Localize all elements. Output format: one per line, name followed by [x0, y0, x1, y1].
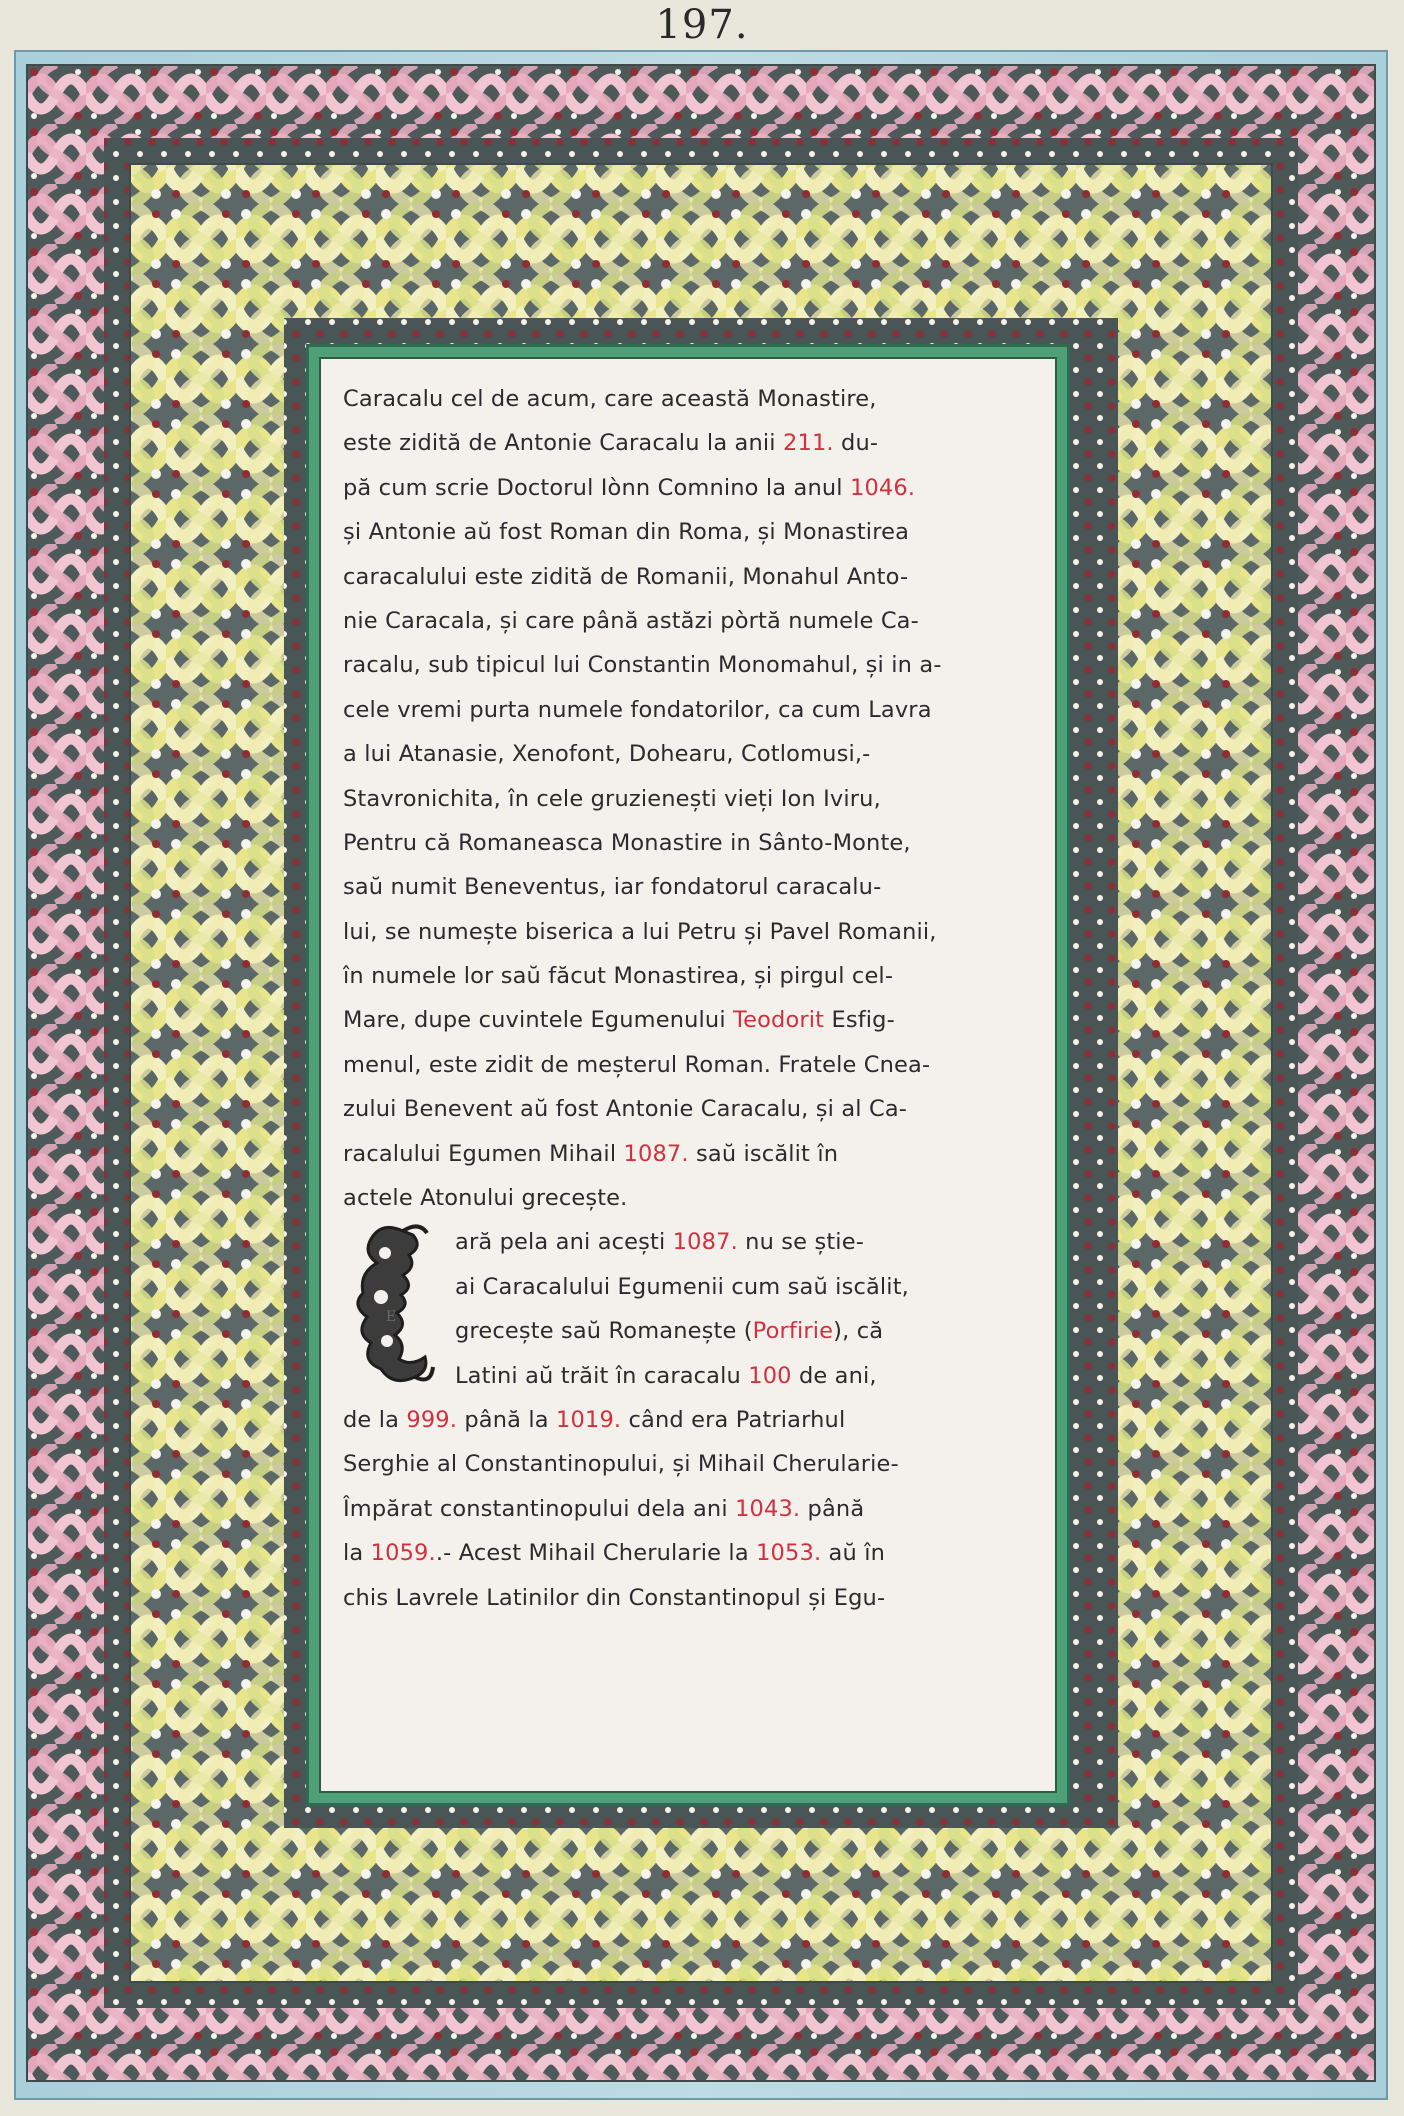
red-highlight-text: 1053.: [756, 1540, 822, 1567]
line-segment: de ani,: [791, 1362, 877, 1389]
red-highlight-text: Teodorit: [733, 1007, 825, 1034]
line-segment: Caracalu cel de acum, care această Monastire,: [343, 386, 877, 412]
line-segment: racalu, sub tipicul lui Constantin Monomahul, și in a-: [343, 652, 942, 679]
line-segment: grecește saŭ Romanește (: [455, 1318, 753, 1345]
ornate-initial-E: [341, 1217, 441, 1395]
text-line: [343, 1309, 1035, 1353]
text-line: [343, 1087, 1035, 1131]
line-segment: menul, este zidit de meșterul Roman. Fratele Cnea-: [343, 1051, 931, 1078]
red-highlight-text: 1059.: [370, 1540, 436, 1567]
line-segment: Esfig-: [824, 1007, 895, 1034]
text-line: [343, 1442, 1035, 1486]
line-segment: Pentru că Romaneasca Monastire in Sânto-Monte,: [343, 829, 911, 856]
line-segment: aŭ în: [821, 1540, 886, 1567]
red-highlight-text: 1087.: [623, 1140, 689, 1167]
text-line: [343, 1487, 1035, 1531]
text-line: [343, 1220, 1035, 1264]
line-segment: a lui Atanasie, Xenofont, Dohearu, Cotlomusi,-: [343, 741, 871, 768]
text-line: [343, 1398, 1035, 1442]
page-number: 197.: [655, 2, 749, 48]
line-segment: cele vremi purta numele fondatorilor, ca cum Lavra: [343, 696, 932, 723]
text-line: [343, 1043, 1035, 1087]
text-line: [343, 377, 1035, 421]
text-line: [343, 466, 1035, 510]
red-highlight-text: 100: [748, 1362, 792, 1389]
red-highlight-text: 1019.: [556, 1406, 622, 1433]
text-line: [343, 1531, 1035, 1575]
initial-letter: E: [385, 1308, 397, 1325]
text-line: [343, 1132, 1035, 1176]
line-segment: nie Caracala, și care până astăzi pòrtă numele Ca-: [343, 607, 919, 634]
line-segment: până: [800, 1495, 865, 1522]
line-segment: caracalului este zidită de Romanii, Monahul Anto-: [343, 563, 909, 590]
text-line: [343, 555, 1035, 599]
line-segment: ară pela ani acești: [455, 1229, 673, 1256]
text-line: [343, 599, 1035, 643]
red-highlight-text: 1043.: [735, 1495, 801, 1522]
text-line: [343, 1265, 1035, 1309]
line-segment: zului Benevent aŭ fost Antonie Caracalu, și al Ca-: [343, 1096, 908, 1123]
line-segment: Împărat constantinopului dela ani: [343, 1495, 736, 1522]
line-segment: până la: [457, 1406, 557, 1433]
red-highlight-text: 1046.: [850, 474, 916, 501]
text-line: [343, 777, 1035, 821]
red-highlight-text: 211.: [783, 430, 834, 457]
line-segment: saŭ numit Beneventus, iar fondatorul caracalu-: [343, 874, 882, 901]
line-segment: racalului Egumen Mihail: [343, 1140, 624, 1167]
red-highlight-text: 999.: [406, 1406, 458, 1433]
red-highlight-text: 1087.: [672, 1229, 738, 1256]
line-segment: lui, se numește biserica a lui Petru și Pavel Romanii,: [343, 918, 937, 945]
line-segment: Latini aŭ trăit în caracalu: [455, 1362, 749, 1389]
text-line: [343, 865, 1035, 909]
text-line: [343, 1176, 1035, 1220]
text-line: [343, 1576, 1035, 1620]
line-segment: actele Atonului grecește.: [343, 1185, 628, 1212]
red-highlight-text: Porfirie: [752, 1318, 834, 1345]
text-line: [343, 510, 1035, 554]
text-line: [343, 821, 1035, 865]
line-segment: nu se știe-: [737, 1229, 864, 1256]
line-segment: la: [343, 1540, 371, 1567]
line-segment: ai Caracalului Egumenii cum saŭ iscălit,: [455, 1273, 909, 1300]
line-segment: este zidită de Antonie Caracalu la anii: [343, 430, 784, 457]
line-segment: Mare, dupe cuvintele Egumenului: [343, 1007, 734, 1034]
line-segment: în numele lor saŭ făcut Monastirea, și pirgul cel-: [343, 963, 894, 990]
text-line: [343, 998, 1035, 1042]
line-segment: ), că: [833, 1318, 884, 1345]
line-segment: când era Patriarhul: [621, 1406, 846, 1433]
text-line: [343, 1354, 1035, 1398]
text-line: [343, 421, 1035, 465]
line-segment: pă cum scrie Doctorul Iònn Comnino la anul: [343, 474, 850, 501]
text-line: [343, 688, 1035, 732]
manuscript-text: [319, 357, 1057, 1793]
text-panel-frame: [306, 344, 1070, 1806]
line-segment: chis Lavrele Latinilor din Constantinopul și Egu-: [343, 1584, 886, 1611]
line-segment: Stavronichita, în cele gruzienești vieți Ion Iviru,: [343, 785, 881, 812]
text-line: [343, 643, 1035, 687]
line-segment: de la: [343, 1406, 407, 1433]
text-line: [343, 732, 1035, 776]
line-segment: .- Acest Mihail Cherularie la: [435, 1540, 757, 1567]
line-segment: și Antonie aŭ fost Roman din Roma, și Monastirea: [343, 519, 910, 546]
text-line: [343, 910, 1035, 954]
text-line: [343, 954, 1035, 998]
line-segment: saŭ iscălit în: [688, 1140, 839, 1167]
line-segment: du-: [833, 430, 879, 457]
line-segment: Serghie al Constantinopului, și Mihail Cherularie-: [343, 1451, 899, 1478]
